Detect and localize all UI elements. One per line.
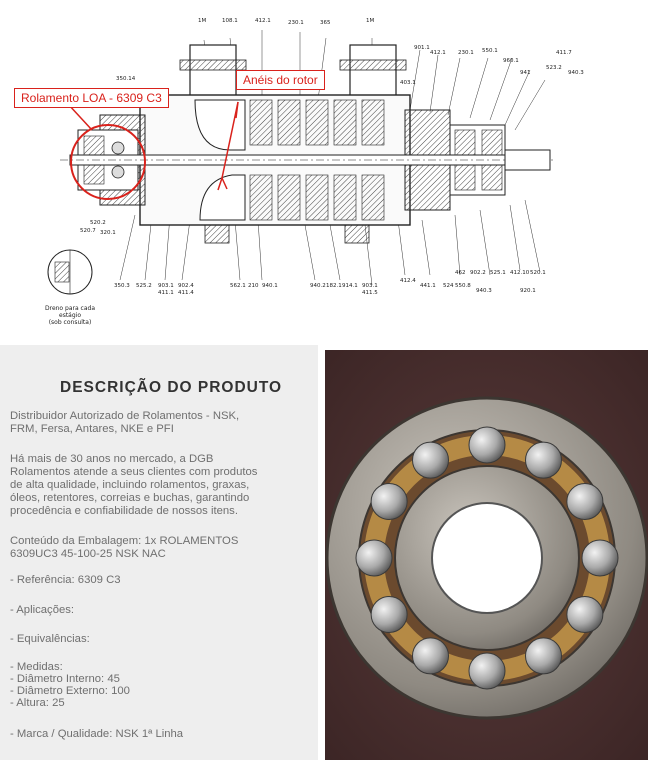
- bearing-ball: [567, 597, 603, 633]
- height-line: - Altura: 25: [10, 697, 65, 709]
- part-label: 1M: [366, 18, 375, 24]
- part-label: 550.8: [455, 283, 471, 289]
- applications-line: - Aplicações:: [10, 604, 75, 616]
- part-label: 412.1: [255, 18, 271, 24]
- part-label: 412.4: [400, 278, 416, 284]
- description-line: Rolamentos atende a seus clientes com produtos: [10, 466, 258, 478]
- part-label: 940.2: [310, 283, 326, 289]
- part-label: 941: [520, 70, 531, 76]
- description-line: de alta qualidade, incluindo rolamentos, graxas,: [10, 479, 250, 491]
- measurements-line: - Medidas:: [10, 661, 63, 673]
- bearing-ball: [526, 442, 562, 478]
- part-label: 210: [248, 283, 259, 289]
- description-line: 6309UC3 45-100-25 NSK NAC: [10, 548, 166, 560]
- part-label: 523.2: [546, 65, 562, 71]
- drain-note-line: (sob consulta): [48, 319, 92, 326]
- bearing-ball: [582, 540, 618, 576]
- part-label: 520.1: [530, 270, 546, 276]
- description-line: Há mais de 30 anos no mercado, a DGB: [10, 453, 214, 465]
- drain-note: [38, 305, 102, 326]
- part-label: 441.1: [420, 283, 436, 289]
- bearing-ball: [371, 597, 407, 633]
- part-label: 411.4: [178, 290, 194, 296]
- part-label: 524: [443, 283, 454, 289]
- part-label: 230.1: [288, 20, 304, 26]
- part-label: 525.1: [490, 270, 506, 276]
- part-label: 562.1: [230, 283, 246, 289]
- bearing-ball: [526, 638, 562, 674]
- part-label: 940.1: [262, 283, 278, 289]
- description-title: DESCRIÇÃO DO PRODUTO: [60, 379, 283, 396]
- bearing-ball: [413, 638, 449, 674]
- description-line: procedência e confiabilidade de nossos itens.: [10, 505, 238, 517]
- part-label: 902.4: [178, 283, 194, 289]
- part-label: 412.1: [430, 50, 446, 56]
- part-label: 902.2: [470, 270, 486, 276]
- drain-note-line: Dreno para cada estágio: [44, 305, 96, 319]
- part-label: 903.1: [158, 283, 174, 289]
- description-line: FRM, Fersa, Antares, NKE e PFI: [10, 423, 174, 435]
- part-label: 411.7: [556, 50, 572, 56]
- part-label: 525.2: [136, 283, 152, 289]
- part-label: 1M: [198, 18, 207, 24]
- part-label: 365: [320, 20, 331, 26]
- part-label: 520.7: [80, 228, 96, 234]
- part-label: 412.10: [510, 270, 530, 276]
- bearing-ball: [413, 442, 449, 478]
- part-label: 520.2: [90, 220, 106, 226]
- part-label: 182.1: [326, 283, 342, 289]
- pump-drawing-svg: [0, 0, 648, 330]
- bearing-ball: [371, 484, 407, 520]
- bearing-photo-svg: [325, 350, 648, 760]
- bearing-ball: [469, 653, 505, 689]
- outer-diameter-line: - Diâmetro Externo: 100: [10, 685, 130, 697]
- description-line: Distribuidor Autorizado de Rolamentos - NSK,: [10, 410, 240, 422]
- part-label: 350.3: [114, 283, 130, 289]
- bearing-callout-label: Rolamento LOA - 6309 C3: [14, 88, 169, 108]
- part-label: 901.1: [414, 45, 430, 51]
- pump-cross-section-drawing: [0, 0, 648, 330]
- part-label: 462: [455, 270, 466, 276]
- part-label: 403.1: [400, 80, 416, 86]
- bearing-ball: [469, 427, 505, 463]
- brand-quality-line: - Marca / Qualidade: NSK 1ª Linha: [10, 728, 184, 740]
- equivalences-line: - Equivalências:: [10, 633, 90, 645]
- part-label: 940.3: [568, 70, 584, 76]
- part-label: 411.1: [158, 290, 174, 296]
- part-label: 411.5: [362, 290, 378, 296]
- part-label: 960.1: [503, 58, 519, 64]
- part-label: 940.3: [476, 288, 492, 294]
- part-label: 320.1: [100, 230, 116, 236]
- bearing-photo: [325, 350, 648, 760]
- part-label: 920.1: [520, 288, 536, 294]
- part-label: 108.1: [222, 18, 238, 24]
- part-label: 230.1: [458, 50, 474, 56]
- reference-line: - Referência: 6309 C3: [10, 574, 121, 586]
- bearing-ball: [567, 484, 603, 520]
- part-label: 903.1: [362, 283, 378, 289]
- part-label: 350.14: [116, 76, 136, 82]
- part-label: 914.1: [342, 283, 358, 289]
- inner-diameter-line: - Diâmetro Interno: 45: [10, 673, 120, 685]
- description-line: Conteúdo da Embalagem: 1x ROLAMENTOS: [10, 535, 239, 547]
- description-line: óleos, retentores, correias e buchas, garantindo: [10, 492, 250, 504]
- part-label: 550.1: [482, 48, 498, 54]
- bearing-ball: [356, 540, 392, 576]
- product-description-panel: [0, 345, 318, 760]
- rotor-rings-callout-label: Anéis do rotor: [236, 70, 325, 90]
